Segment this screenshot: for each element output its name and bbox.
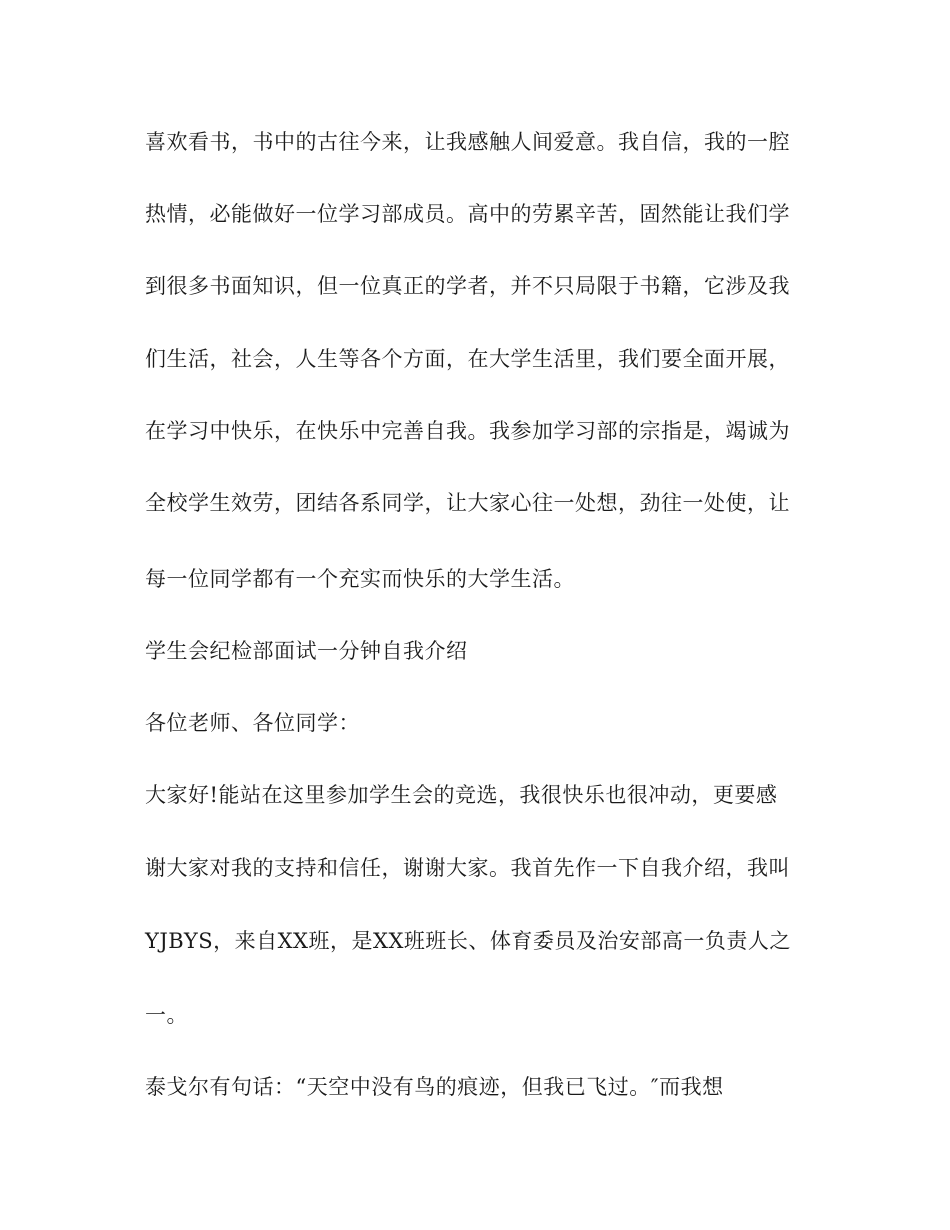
paragraph-line: 到很多书面知识，但一位真正的学者，并不只局限于书籍，它涉及我 xyxy=(145,274,790,298)
paragraph-line: 喜欢看书，书中的古往今来，让我感触人间爱意。我自信，我的一腔 xyxy=(145,130,790,154)
paragraph-line: 谢大家对我的支持和信任，谢谢大家。我首先作一下自我介绍，我叫 xyxy=(145,856,790,880)
paragraph-line: YJBYS，来自XX班，是XX班班长、体育委员及治安部高一负责人之 xyxy=(145,929,791,953)
paragraph-line: 泰戈尔有句话：“天空中没有鸟的痕迹，但我已飞过。″而我想 xyxy=(145,1075,724,1099)
paragraph-line: 一。 xyxy=(145,1003,188,1027)
section-heading: 学生会纪检部面试一分钟自我介绍 xyxy=(145,639,468,663)
paragraph-line: 热情，必能做好一位学习部成员。高中的劳累辛苦，固然能让我们学 xyxy=(145,202,790,226)
salutation-line: 各位老师、各位同学： xyxy=(145,711,360,735)
paragraph-line: 在学习中快乐，在快乐中完善自我。我参加学习部的宗指是，竭诚为 xyxy=(145,419,790,443)
paragraph-line: 大家好!能站在这里参加学生会的竞选，我很快乐也很冲动，更要感 xyxy=(145,783,778,807)
paragraph-line: 们生活，社会，人生等各个方面，在大学生活里，我们要全面开展， xyxy=(145,347,790,371)
paragraph-line: 每一位同学都有一个充实而快乐的大学生活。 xyxy=(145,567,575,591)
paragraph-line: 全校学生效劳，团结各系同学，让大家心往一处想，劲往一处使，让 xyxy=(145,491,790,515)
